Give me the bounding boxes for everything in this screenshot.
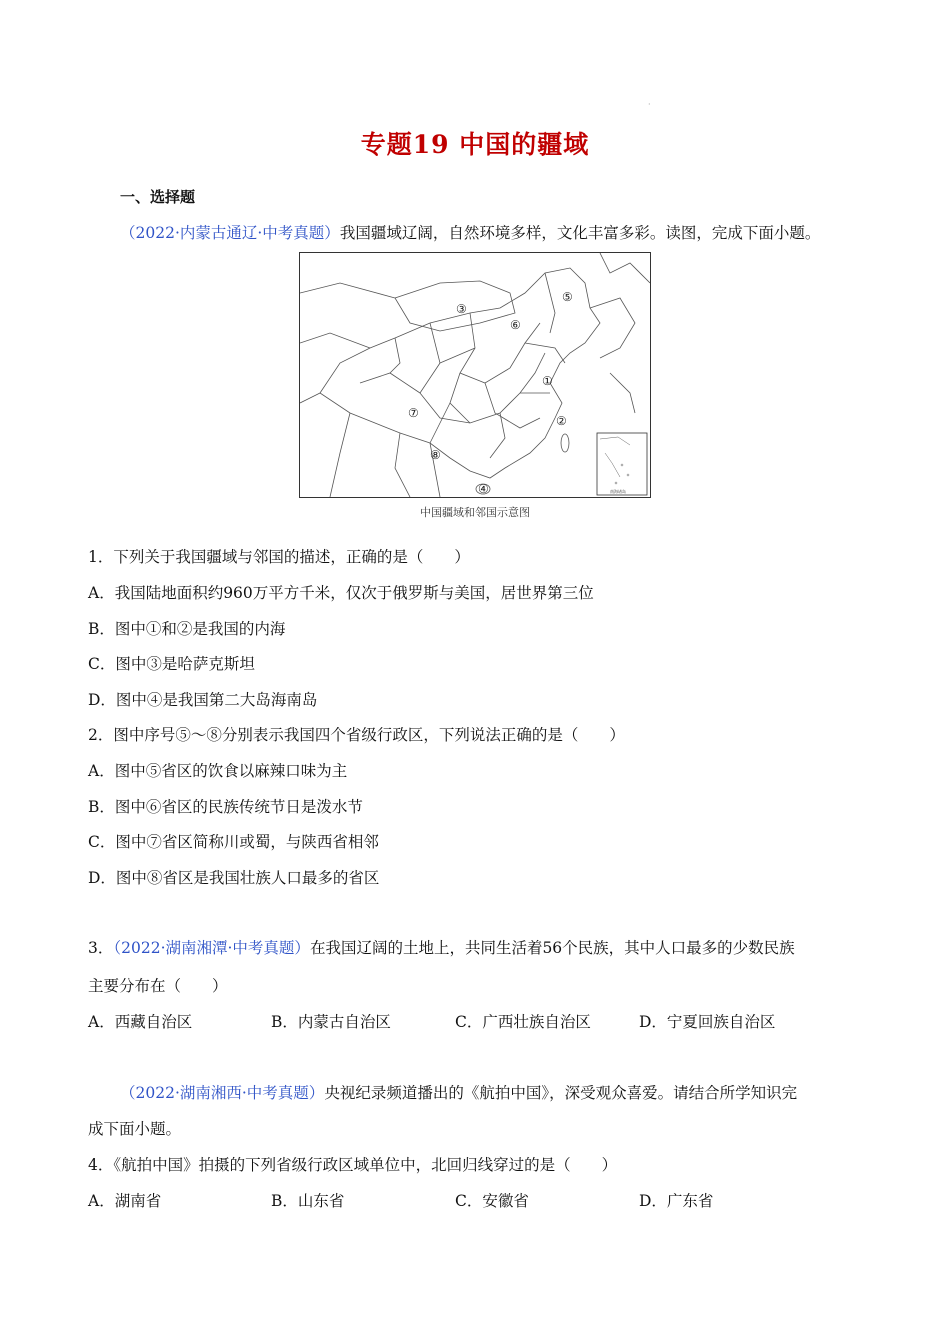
q3-number: 3． (88, 939, 114, 957)
intro-1-text: 我国疆域辽阔，自然环境多样，文化丰富多彩。读图，完成下面小题。 (339, 224, 821, 242)
q3-text: 在我国辽阔的土地上，共同生活着56个民族，其中人口最多的少数民族 (309, 939, 795, 957)
map-marker-6: ⑥ (510, 318, 521, 332)
intro-1-source: （2022·内蒙古通辽·中考真题） (120, 224, 340, 242)
q1-stem: 1．下列关于我国疆域与邻国的描述，正确的是（ ） (88, 548, 470, 566)
map-marker-8: ⑧ (430, 448, 441, 462)
map-marker-5: ⑤ (562, 290, 573, 304)
intro-2-line1 (120, 1081, 797, 1103)
map-marker-3: ③ (456, 302, 467, 316)
intro-2-text: 央视纪录频道播出的《航拍中国》，深受观众喜爱。请结合所学知识完 (324, 1084, 798, 1102)
intro-1 (120, 221, 820, 243)
china-map (299, 252, 651, 498)
section-heading: 一、选择题 (120, 188, 196, 206)
map-marker-2: ② (556, 414, 567, 428)
q3-option-c[interactable]: C．广西壮族自治区 (455, 1013, 591, 1031)
corner-mark: · (648, 100, 651, 109)
q3-stem-line2: 主要分布在（ ） (88, 977, 228, 995)
q4-option-a[interactable]: A．湖南省 (88, 1192, 162, 1210)
page-title: 专题19 中国的疆域 (360, 130, 590, 159)
q4-option-b[interactable]: B．山东省 (271, 1192, 345, 1210)
map-marker-1: ① (542, 374, 553, 388)
q2-option-c[interactable]: C．图中⑦省区简称川或蜀，与陕西省相邻 (88, 833, 379, 851)
intro-2-source: （2022·湖南湘西·中考真题） (120, 1084, 325, 1102)
q1-option-b[interactable]: B．图中①和②是我国的内海 (88, 620, 286, 638)
q1-option-c[interactable]: C．图中③是哈萨克斯坦 (88, 655, 255, 673)
q1-option-d[interactable]: D．图中④是我国第二大岛海南岛 (88, 691, 318, 709)
map-marker-7: ⑦ (408, 406, 419, 420)
q4-option-c[interactable]: C．安徽省 (455, 1192, 529, 1210)
q3-option-b[interactable]: B．内蒙古自治区 (271, 1013, 391, 1031)
map-marker-4: ④ (478, 482, 489, 496)
q3-source: （2022·湖南湘潭·中考真题） (113, 939, 310, 957)
q3-stem-line1 (88, 936, 795, 958)
inset-label: 南海诸岛 (610, 489, 626, 494)
q4-stem: 4．《航拍中国》拍摄的下列省级行政区域单位中，北回归线穿过的是（ ） (88, 1156, 618, 1174)
intro-2-line2: 成下面小题。 (88, 1120, 182, 1138)
map-caption: 中国疆域和邻国示意图 (420, 506, 530, 519)
map-drawing (300, 253, 650, 497)
q2-option-b[interactable]: B．图中⑥省区的民族传统节日是泼水节 (88, 798, 363, 816)
q2-stem: 2．图中序号⑤～⑧分别表示我国四个省级行政区，下列说法正确的是（ ） (88, 726, 625, 744)
q2-option-a[interactable]: A．图中⑤省区的饮食以麻辣口味为主 (88, 762, 348, 780)
q3-option-a[interactable]: A．西藏自治区 (88, 1013, 193, 1031)
q2-option-d[interactable]: D．图中⑧省区是我国壮族人口最多的省区 (88, 869, 380, 887)
q4-option-d[interactable]: D．广东省 (639, 1192, 714, 1210)
q1-option-a[interactable]: A．我国陆地面积约960万平方千米，仅次于俄罗斯与美国，居世界第三位 (88, 584, 594, 602)
q3-option-d[interactable]: D．宁夏回族自治区 (639, 1013, 776, 1031)
